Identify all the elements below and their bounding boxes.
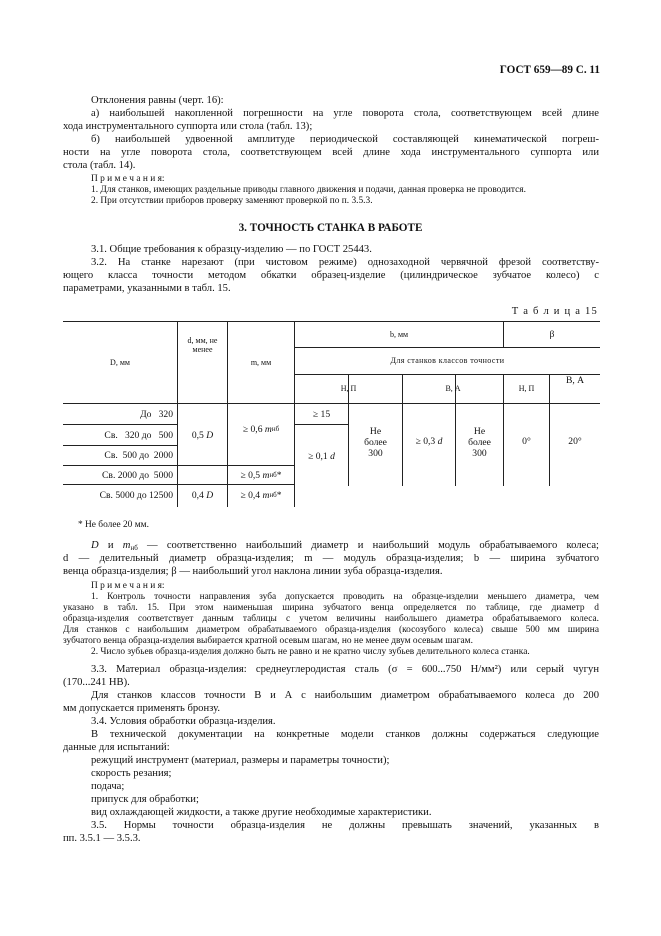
table15-d-04: 0,4 D [191,489,214,501]
table15-classes-label: Для станков классов точности [390,356,505,366]
para-3-4-line2: данные для испытаний: [63,742,170,753]
para-3-4-item5: вид охлаждающей жидкости, а также другие необходимые характеристики. [91,807,432,818]
table15-footnote: * Не более 20 мм. [78,520,149,530]
table15-b-ge01: ≥ 0,1 d [308,450,335,462]
deviation-b-line1: б) наибольшей удвоенной амплитуде периодической составляющей кинематической погреш- [91,134,599,145]
para-3-4-item4: припуск для обработки; [91,794,199,805]
table15-row4-D: Св. 2000 до 5000 [102,469,173,481]
table15-d-05: 0,5 D [191,429,214,441]
table15-b-max300-np: Не более 300 [364,425,387,459]
table15-m-05: ≥ 0,5 m нб * [240,469,282,481]
table15-m-04: ≥ 0,4 m нб * [240,489,282,501]
para-3-3-line3: Для станков классов точности В и А с наибольшим диаметром обрабатываемого колеса до 200 [91,690,599,701]
notes1-title: П р и м е ч а н и я: [91,174,165,184]
para-3-3-line4: мм допускается применять бронзу. [63,703,220,714]
table15-class-np-beta: Н, П [518,384,535,394]
para-3-1: 3.1. Общие требования к образцу-изделию — по ГОСТ 25443. [91,244,372,255]
table15-class-va-b: В, А [445,384,461,394]
para-3-2-line2: ющего класса точности методом обкатки образец-изделие (цилиндрическое зубчатое колесо) с [63,270,599,281]
deviation-b-line2: ности на угле поворота стола, соответствующем всей длине хода инструментального суппорта или [63,147,599,158]
table15-m-06: ≥ 0,6 m нб [242,423,280,435]
para-3-3-line2: (170...241 НВ). [63,677,130,688]
table15-row2-D: Св. 320 до 500 [104,429,173,441]
table15-beta-va: 20° [568,435,582,447]
table15-row5-D: Св. 5000 до 12500 [99,489,173,501]
notes2-item1-line2: указано в табл. 15. При этом наименьшая ширина зубчатого венца определяется по таблице, где диаметр d [63,603,599,613]
table15-class-np-b: Н, П [340,384,357,394]
table15-row1-D: До 320 [140,408,173,420]
notes2-item1-line5: зубчатого венца образца-изделия выбирается кратной осевым шагам, но не менее двум осевым шагам. [63,636,473,646]
defs-line2: d — делительный диаметр образца-изделия; m — модуль образца-изделия; b — ширина зубчатого [63,553,599,564]
para-3-2-line3: параметрами, указанными в табл. 15. [63,283,231,294]
notes2-item1-line3: образца-изделия соответствует данным таблицы с учетом величины наибольшего диаметра обрабатываемого колеса. [63,614,599,624]
table15-class-va-beta: В, А [565,374,585,386]
table15-header-b: b, мм [389,329,409,339]
notes1-item2: 2. При отсутствии приборов проверку заменяют проверкой по п. 3.5.3. [91,196,373,206]
page-header-ref: ГОСТ 659—89 С. 11 [499,64,600,76]
notes2-item1-line4: Для станков с наибольшим диаметром обрабатываемого образца-изделия (косозубого колеса) свыше 500 мм ширина [63,625,599,635]
para-3-3-line1: 3.3. Материал образца-изделия: среднеуглеродистая сталь (σ = 600...750 Н/мм²) или серый чугун [91,664,599,675]
defs-line3: венца образца-изделия; β — наибольший угол наклона линии зуба образца-изделия. [63,566,443,577]
table15-header-beta: β [549,329,555,340]
deviations-intro: Отклонения равны (черт. 16): [91,95,224,106]
table15-beta-np: 0° [522,435,531,447]
para-3-4-title: 3.4. Условия обработки образца-изделия. [91,716,276,727]
table15-header-D: D, мм [110,357,130,367]
para-3-4-item2: скорость резания; [91,768,172,779]
table15-header-d: d, мм, не менее [187,335,218,354]
section3-title: 3. ТОЧНОСТЬ СТАНКА В РАБОТЕ [238,222,423,234]
deviation-a-line2: хода инструментального суппорта или стола (табл. 13); [63,121,313,132]
notes2-item2: 2. Число зубьев образца-изделия должно быть не равно и не кратно числу зубьев делительного колеса станка. [91,647,530,657]
table15-b-max300-va: Не более 300 [468,425,491,459]
table15-caption: Т а б л и ц а 15 [511,306,598,317]
notes2-item1-line1: 1. Контроль точности направления зуба допускается проводить на образце-изделии меньшего диаметра, чем [91,592,599,602]
para-3-4-item1: режущий инструмент (материал, размеры и параметры точности); [91,755,390,766]
table15-b-ge03: ≥ 0,3 d [415,435,443,447]
notes2-title: П р и м е ч а н и я: [91,581,165,591]
para-3-2-line1: 3.2. На станке нарезают (при чистовом режиме) однозаходной червячной фрезой соответству- [91,257,599,268]
deviation-a-line1: а) наибольшей накопленной погрешности на угле поворота стола, соответствующем всей длине [91,108,599,119]
table15-b-ge15: ≥ 15 [312,408,331,420]
deviation-b-line3: стола (табл. 14). [63,160,136,171]
defs-line1: D и $m_{нб}$ — соответственно наибольший диаметр и наибольший модуль обрабатываемого колеса; [91,540,599,552]
notes1-item1: 1. Для станков, имеющих раздельные приводы главного движения и подачи, данная проверка не проводится. [91,185,526,195]
table15-row3-D: Св. 500 до 2000 [104,450,173,461]
table15-header-m: m, мм [250,357,272,367]
para-3-5-line1: 3.5. Нормы точности образца-изделия не должны превышать значений, указанных в [91,820,599,831]
para-3-4-item3: подача; [91,781,125,792]
para-3-4-line1: В технической документации на конкретные модели станков должны содержаться следующие [91,729,599,740]
para-3-5-line2: пп. 3.5.1 — 3.5.3. [63,833,141,844]
